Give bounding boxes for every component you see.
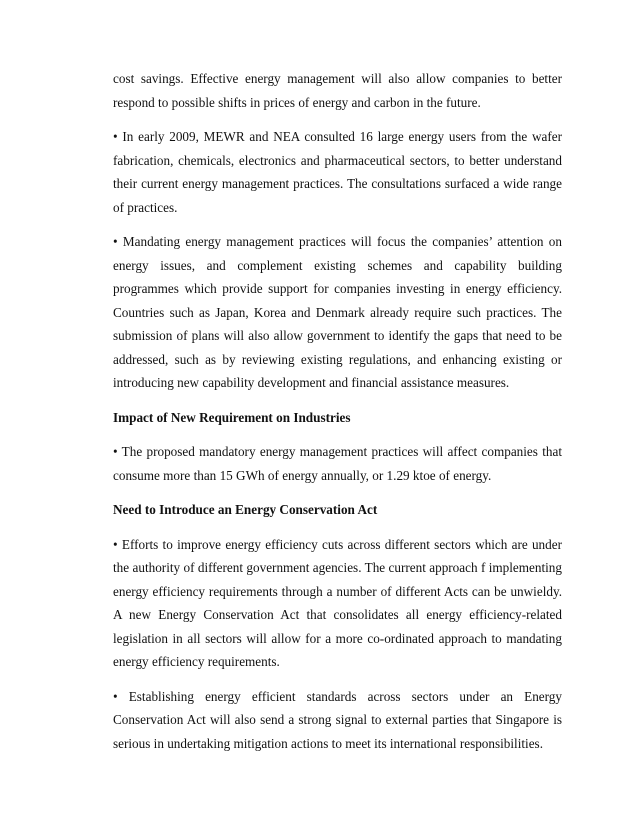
paragraph-standards: • Establishing energy efficient standards across sectors under an Energy Conservation Act will also send a strong signal to external parties that Singapore is serious in undertaking mitigation actions to meet its international responsibilities.: [113, 688, 562, 751]
heading-energy-conservation-act: Need to Introduce an Energy Conservation Act: [113, 502, 378, 517]
paragraph-affected-companies: • The proposed mandatory energy management practices will affect companies that consume more than 15 GWh of energy annually, or 1.29 ktoe of energy.: [113, 444, 562, 483]
document-body: [113, 67, 562, 766]
heading-impact: Impact of New Requirement on Industries: [113, 409, 351, 425]
paragraph-mandating-practices: • Mandating energy management practices will focus the companies’ attention on energy issues, and complement existing schemes and capability building programmes which provide support for companies investing in energy efficiency. Countries such as Japan, Korea and Denmark already require such practices. The submission of plans will also allow government to identify the gaps that need to be addressed, such as by reviewing existing regulations, and enhancing existing or introducing new capability development and financial assistance measures.: [113, 234, 562, 390]
paragraph-cost-savings: cost savings. Effective energy management will also allow companies to better respond to possible shifts in prices of energy and carbon in the future.: [113, 71, 562, 110]
paragraph-consultation: • In early 2009, MEWR and NEA consulted 16 large energy users from the wafer fabrication, chemicals, electronics and pharmaceutical sectors, to better understand their current energy management practices. The consultations surfaced a wide range of practices.: [113, 129, 562, 215]
paragraph-efforts: • Efforts to improve energy efficiency cuts across different sectors which are under the authority of different government agencies. The current approach f implementing energy efficiency requirements through a number of different Acts can be unwieldy. A new Energy Conservation Act that consolidates all energy efficiency-related legislation in all sectors will allow for a more co-ordinated approach to mandating energy efficiency requirements.: [113, 536, 562, 669]
